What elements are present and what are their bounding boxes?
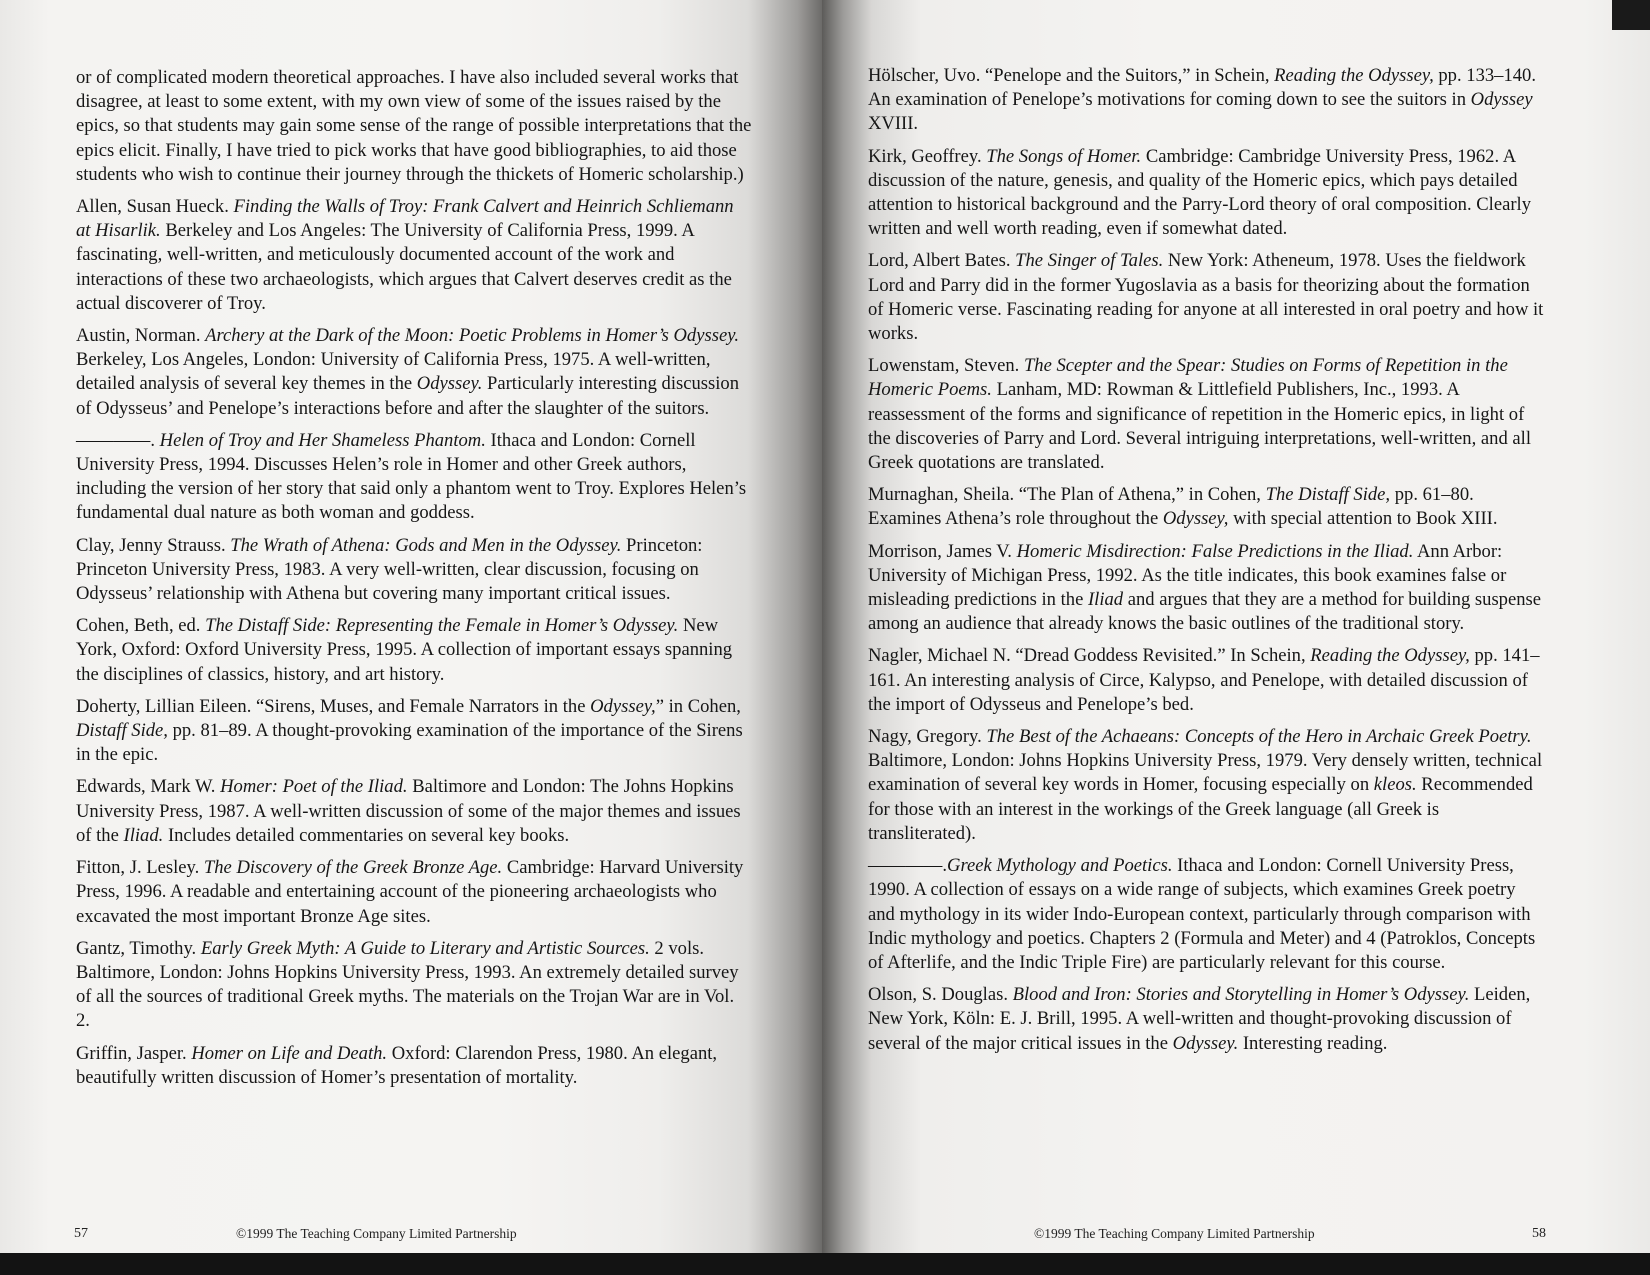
bibliography-entry: Nagy, Gregory. The Best of the Achaeans: Concepts of the Hero in Archaic Greek Poetry. Baltimore, London: Johns Hopkins University Press, 1979. Very densely written, technical examination of several key words in Homer, focusing especially on kleos. Recommended for those with an interest in the workings of the Greek language (all Greek is transliterated). xyxy=(868,726,1543,844)
bibliography-entry: Hölscher, Uvo. “Penelope and the Suitors,” in Schein, Reading the Odyssey, pp. 133–140. An examination of Penelope’s motivations for coming down to see the suitors in Odyssey XVIII. xyxy=(868,65,1536,135)
bibliography-entry: Nagler, Michael N. “Dread Goddess Revisited.” In Schein, Reading the Odyssey, pp. 141–161. An interesting analysis of Circe, Kalypso, and Penelope, with detailed discussion of the import of Odysseus and Penelope’s bed. xyxy=(868,645,1540,715)
footer-copyright-right: ©1999 The Teaching Company Limited Partnership xyxy=(1034,1226,1315,1241)
bibliography-entry: Fitton, J. Lesley. The Discovery of the Greek Bronze Age. Cambridge: Harvard University Press, 1996. A readable and entertaining account of the pioneering archaeologists who excavated the most important Bronze Age sites. xyxy=(76,857,744,927)
right-bibliography-column xyxy=(868,64,1544,1064)
bibliography-entry: Morrison, James V. Homeric Misdirection: False Predictions in the Iliad. Ann Arbor: University of Michigan Press, 1992. As the title indicates, this book examines false or misleading predictions in the Iliad and argues that they are a method for building suspense among an audience that already knows the basic outlines of the traditional story. xyxy=(868,540,1542,635)
bibliography-entry: Lowenstam, Steven. The Scepter and the Spear: Studies on Forms of Repetition in the Homeric Poems. Lanham, MD: Rowman & Littlefield Publishers, Inc., 1993. A reassessment of the forms and significance of repetition in the Homeric epics, in light of the discoveries of Parry and Lord. Several intriguing interpretations, well-written, and all Greek quotations are translated. xyxy=(868,355,1531,474)
left-entries xyxy=(76,195,752,1090)
bibliography-entry: Gantz, Timothy. Early Greek Myth: A Guide to Literary and Artistic Sources. 2 vols. Baltimore, London: Johns Hopkins University Press, 1993. An extremely detailed survey of all the sources of traditional Greek myths. The materials on the Trojan War are in Vol. 2. xyxy=(76,937,739,1032)
bibliography-entry: Olson, S. Douglas. Blood and Iron: Stories and Storytelling in Homer’s Odyssey. Leiden, New York, Köln: E. J. Brill, 1995. A well-written and thought-provoking discussion of several of the major critical issues in the Odyssey. Interesting reading. xyxy=(868,984,1531,1054)
bibliography-entry: Cohen, Beth, ed. The Distaff Side: Representing the Female in Homer’s Odyssey. New York, Oxford: Oxford University Press, 1995. A collection of important essays spanning the disciplines of classics, history, and art history. xyxy=(76,615,733,685)
scan-corner-shadow xyxy=(1612,0,1650,30)
intro-paragraph: or of complicated modern theoretical approaches. I have also included several works that disagree, at least to some extent, with my own view of some of the issues raised by the epics, so that students may gain some sense of the range of possible interpretations that the epics elicit. Finally, I have tried to pick works that have good bibliographies, to aid those students who wish to continue their journey through the thickets of Homeric scholarship.) xyxy=(76,67,752,185)
page-number-left: 57 xyxy=(74,1226,88,1241)
footer-copyright-left: ©1999 The Teaching Company Limited Partnership xyxy=(236,1226,517,1241)
bibliography-entry: ————.Greek Mythology and Poetics. Ithaca and London: Cornell University Press, 1990. A collection of essays on a wide range of subjects, which examines Greek poetry and mythology in its wider Indo-European context, particularly through comparison with Indic mythology and poetics. Chapters 2 (Formula and Meter) and 4 (Patroklos, Concepts of Afterlife, and the Indic Triple Fire) are particularly relevant for this course. xyxy=(868,855,1536,973)
page-number-right: 58 xyxy=(1532,1226,1546,1241)
bibliography-entry: Allen, Susan Hueck. Finding the Walls of Troy: Frank Calvert and Heinrich Schliemann at Hisarlik. Berkeley and Los Angeles: The University of California Press, 1999. A fascinating, well-written, and meticulously documented account of the work and interactions of these two archaeologists, which argues that Calvert deserves credit as the actual discoverer of Troy. xyxy=(76,196,734,314)
bibliography-entry: Austin, Norman. Archery at the Dark of the Moon: Poetic Problems in Homer’s Odyssey. Berkeley, Los Angeles, London: University of California Press, 1975. A well-written, detailed analysis of several key themes in the Odyssey. Particularly interesting discussion of Odysseus’ and Penelope’s interactions before and after the slaughter of the suitors. xyxy=(76,325,740,419)
left-page xyxy=(0,0,822,1275)
bibliography-entry: ————. Helen of Troy and Her Shameless Phantom. Ithaca and London: Cornell University Press, 1994. Discusses Helen’s role in Homer and other Greek authors, including the version of her story that said only a phantom went to Troy. Explores Helen’s fundamental dual nature as both woman and goddess. xyxy=(76,429,747,524)
bibliography-entry: Murnaghan, Sheila. “The Plan of Athena,” in Cohen, The Distaff Side, pp. 61–80. Examines Athena’s role throughout the Odyssey, with special attention to Book XIII. xyxy=(868,484,1498,530)
bibliography-entry: Edwards, Mark W. Homer: Poet of the Iliad. Baltimore and London: The Johns Hopkins University Press, 1987. A well-written discussion of some of the major themes and issues of the Iliad. Includes detailed commentaries on several key books. xyxy=(76,776,741,846)
bibliography-entry: Lord, Albert Bates. The Singer of Tales. New York: Atheneum, 1978. Uses the fieldwork Lord and Parry did in the former Yugoslavia as a basis for theorizing about the formation of Homeric verse. Fascinating reading for anyone at all interested in oral poetry and how it works. xyxy=(868,250,1544,345)
bibliography-entry: Clay, Jenny Strauss. The Wrath of Athena: Gods and Men in the Odyssey. Princeton: Princeton University Press, 1983. A very well-written, clear discussion, focusing on Odysseus’ relationship with Athena but covering many important critical issues. xyxy=(76,534,703,605)
left-bibliography-column xyxy=(76,66,752,1098)
bibliography-entry: Doherty, Lillian Eileen. “Sirens, Muses, and Female Narrators in the Odyssey,” in Cohen, Distaff Side, pp. 81–89. A thought-provoking examination of the importance of the Sirens in the epic. xyxy=(76,695,743,766)
right-page xyxy=(822,0,1650,1275)
scan-bottom-edge xyxy=(0,1253,1650,1275)
bibliography-entry: Kirk, Geoffrey. The Songs of Homer. Cambridge: Cambridge University Press, 1962. A discussion of the nature, genesis, and quality of the Homeric epics, which pays detailed attention to historical background and the Parry-Lord theory of oral composition. Clearly written and well worth reading, even if somewhat dated. xyxy=(868,145,1532,240)
bibliography-entry: Griffin, Jasper. Homer on Life and Death. Oxford: Clarendon Press, 1980. An elegant, beautifully written discussion of Homer’s presentation of mortality. xyxy=(76,1042,718,1088)
